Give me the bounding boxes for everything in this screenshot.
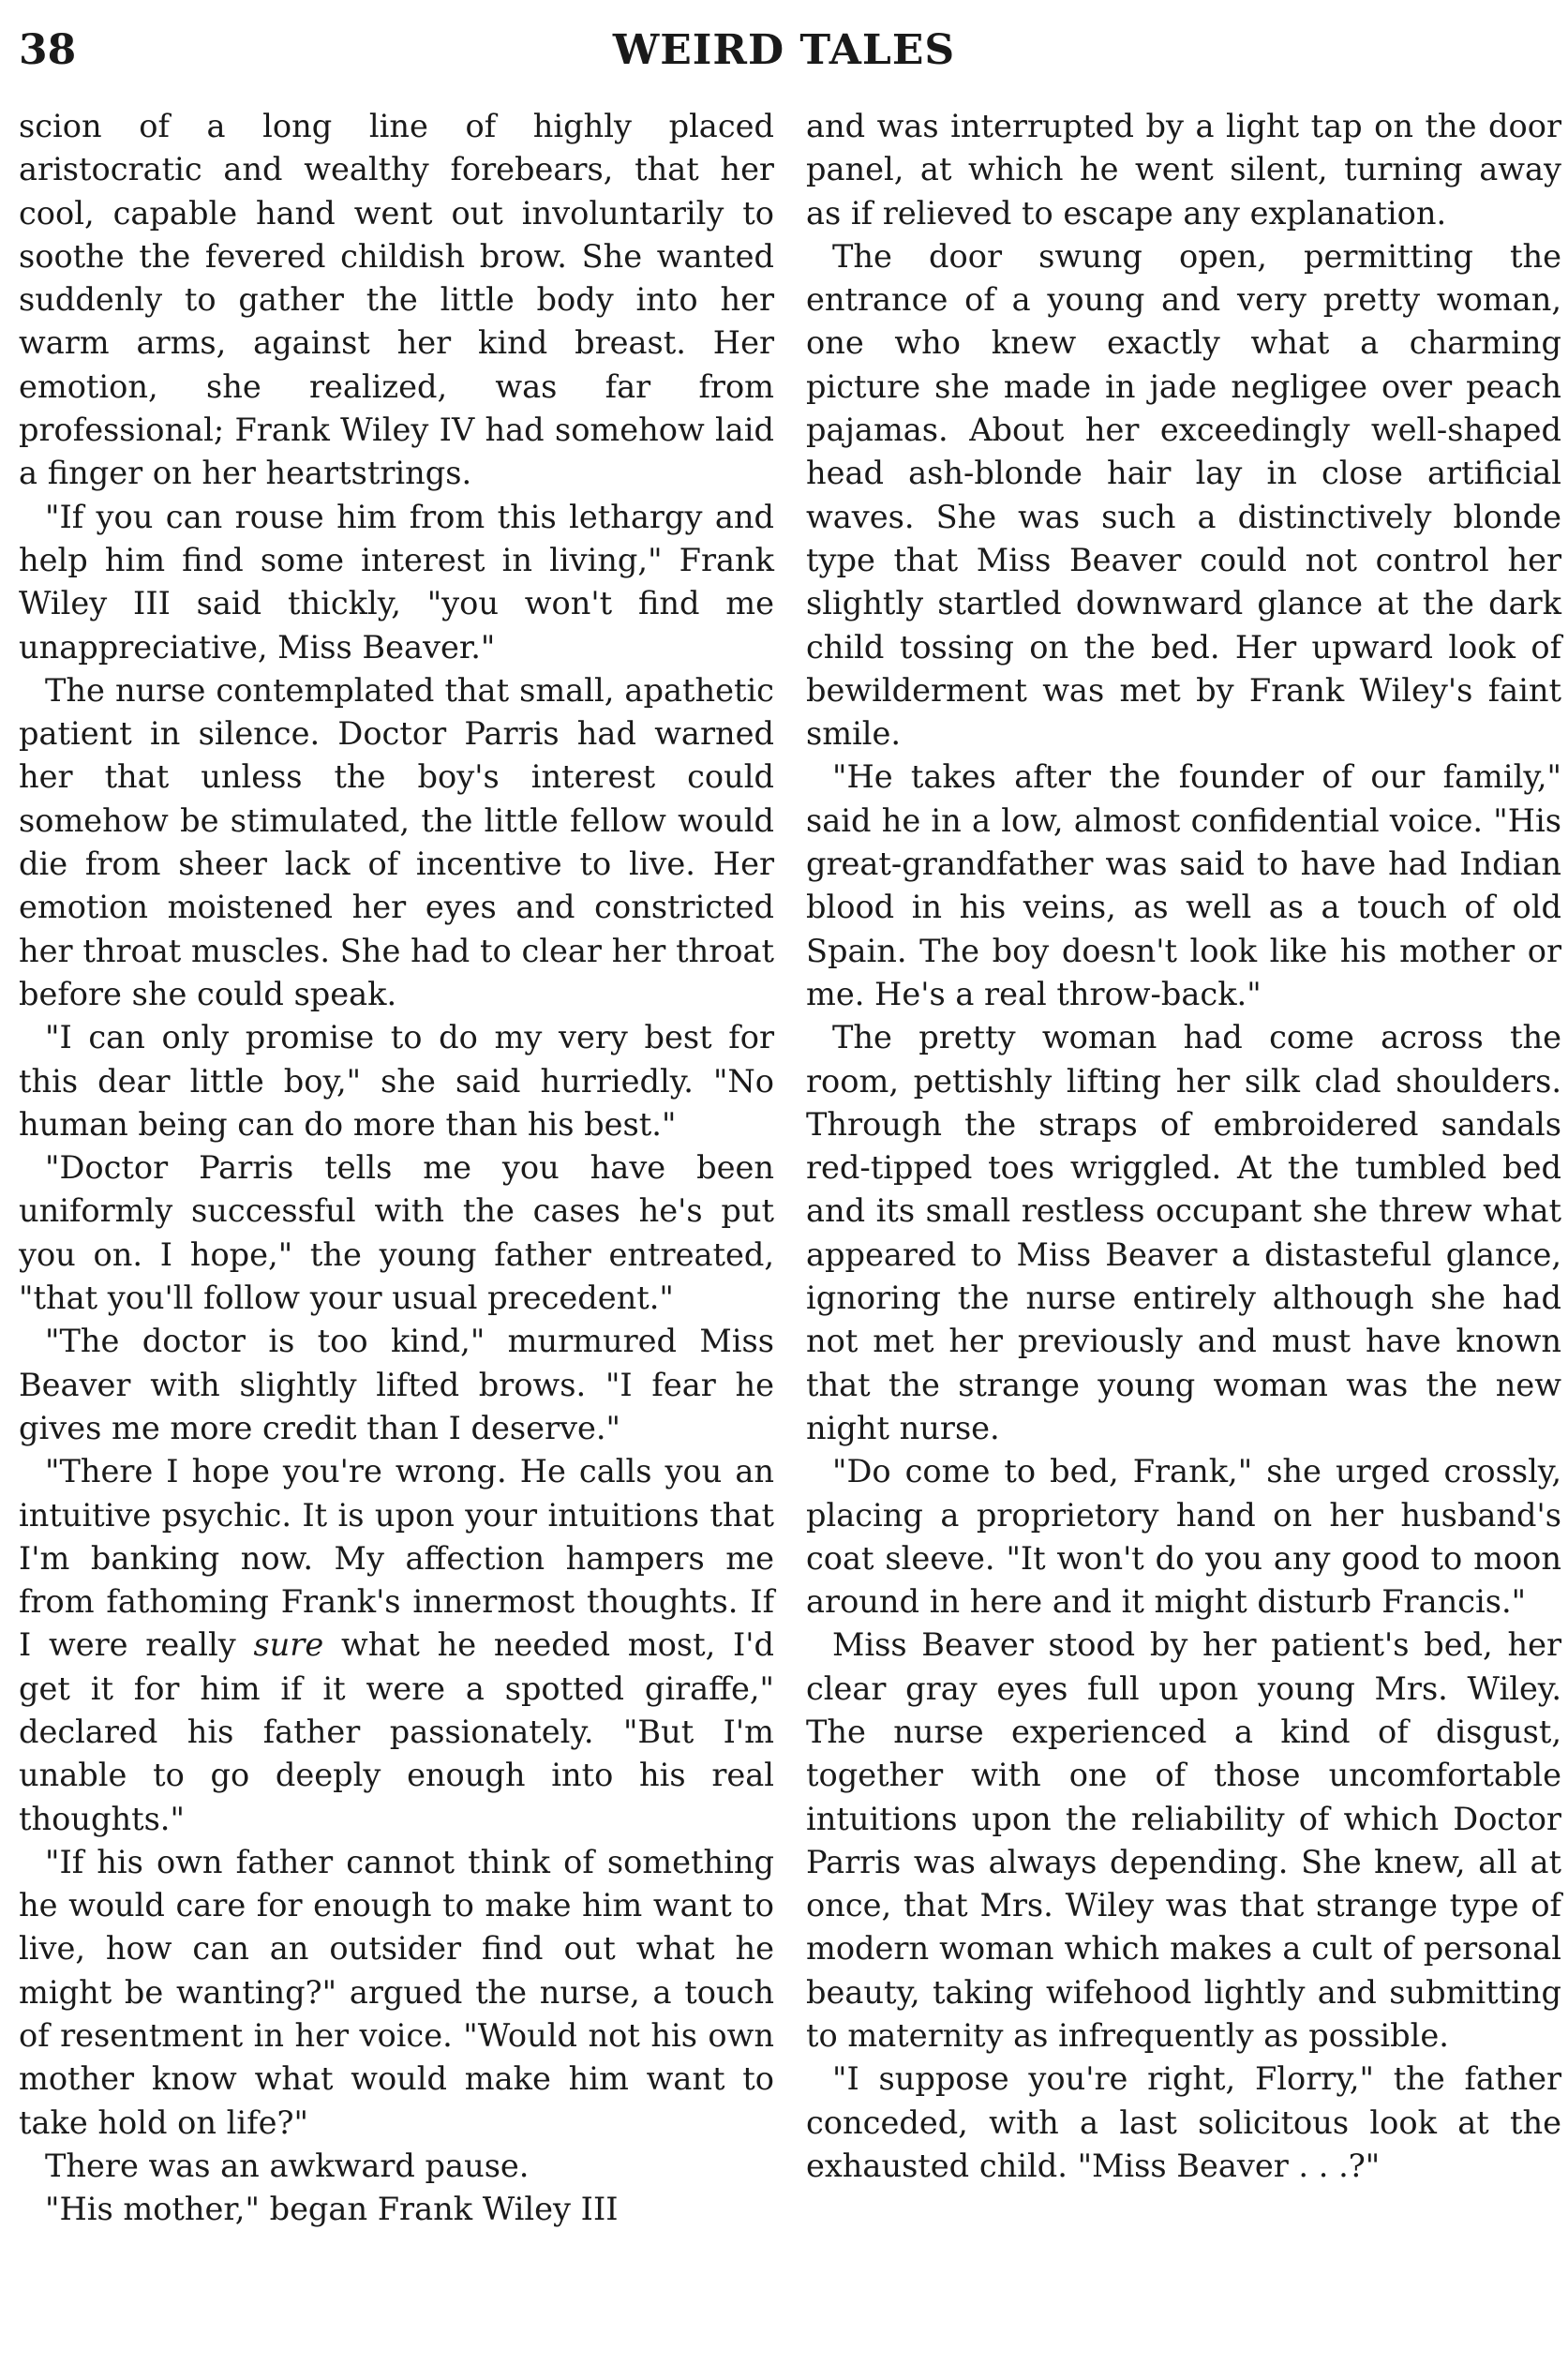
emphasis-text: sure bbox=[253, 1626, 324, 1664]
page-number: 38 bbox=[19, 26, 77, 74]
paragraph: There was an awkward pause. bbox=[45, 2147, 530, 2184]
paragraph: "He takes after the founder of our family," said he in a low, almost confidential voice. "His great-grandfather was said to have had Indian blood in his veins, as well as a touch of old Spain. The boy doesn't look like his mother or me. He's a real throw-back." bbox=[806, 758, 1561, 1012]
paragraph: "If his own father cannot think of something he would care for enough to make him want to live, how can an outsider find out what he might be wanting?" argued the nurse, a touch of resentment in her voice. "Would not his own mother know what would make him want to take hold on life?" bbox=[19, 1843, 774, 2141]
paragraph: "If you can rouse him from this lethargy and help him find some interest in living," Frank Wiley III said thickly, "you won't find me unappreciative, Miss Beaver." bbox=[19, 498, 774, 666]
paragraph: The nurse contemplated that small, apathetic patient in silence. Doctor Parris had warned her that unless the boy's interest could somehow be stimulated, the little fellow would die from sheer lack of incentive to live. Her emotion moistened her eyes and constricted her throat muscles. She had to clear her throat before she could speak. bbox=[19, 671, 774, 1012]
paragraph bbox=[19, 1450, 774, 1841]
paragraph: and was interrupted by a light tap on the door panel, at which he went silent, turning away as if relieved to escape any explanation. bbox=[806, 108, 1561, 232]
paragraph: "The doctor is too kind," murmured Miss Beaver with slightly lifted brows. "I fear he gives me more credit than I deserve." bbox=[19, 1323, 774, 1446]
left-column bbox=[19, 105, 774, 2232]
right-column bbox=[806, 105, 1561, 2188]
paragraph-text: what he needed most, I'd get it for him if it were a spotted giraffe," declared his father passionately. "But I'm unable to go deeply enough into his real thoughts." bbox=[19, 1626, 774, 1837]
paragraph: "His mother," began Frank Wiley III bbox=[45, 2191, 619, 2228]
paragraph: "Doctor Parris tells me you have been uniformly successful with the cases he's put you on. I hope," the young father entreated, "that you'll follow your usual precedent." bbox=[19, 1149, 774, 1317]
paragraph-text: "There I hope you're wrong. He calls you an intuitive psychic. It is upon your intuitions that I'm banking now. My affection hampers me from fathoming Frank's innermost thoughts. If I were really bbox=[19, 1453, 774, 1664]
paragraph: The pretty woman had come across the room, pettishly lifting her silk clad shoulders. Through the straps of embroidered sandals red-tipped toes wriggled. At the tumbled bed and its small restless occupant she threw what appeared to Miss Beaver a distasteful glance, ignoring the nurse entirely although she had not met her previously and must have known that the strange young woman was the new night nurse. bbox=[806, 1019, 1561, 1446]
paragraph: "I can only promise to do my very best for this dear little boy," she said hurriedly. "No human being can do more than his best." bbox=[19, 1019, 774, 1143]
paragraph: The door swung open, permitting the entrance of a young and very pretty woman, one who knew exactly what a charming picture she made in jade negligee over peach pajamas. About her exceedingly well-shaped head ash-blonde hair lay in close artificial waves. She was such a distinctively blonde type that Miss Beaver could not control her slightly startled downward glance at the dark child tossing on the bed. Her upward look of bewilderment was met by Frank Wiley's faint smile. bbox=[806, 237, 1561, 753]
paragraph: "I suppose you're right, Florry," the father conceded, with a last solicitous look at the exhausted child. "Miss Beaver . . .?" bbox=[806, 2060, 1561, 2184]
paragraph: scion of a long line of highly placed aristocratic and wealthy forebears, that her cool, capable hand went out involuntarily to soothe the fevered childish brow. She wanted suddenly to gather the little body into her warm arms, against her kind breast. Her emotion, she realized, was far from professional; Frank Wiley IV had somehow laid a finger on her heartstrings. bbox=[19, 108, 774, 492]
page-header bbox=[19, 17, 1549, 84]
running-head: WEIRD TALES bbox=[612, 26, 956, 74]
paragraph: Miss Beaver stood by her patient's bed, her clear gray eyes full upon young Mrs. Wiley. The nurse experienced a kind of disgust, together with one of those uncomfortable intuitions upon the reliability of which Doctor Parris was always depending. She knew, all at once, that Mrs. Wiley was that strange type of modern woman which makes a cult of personal beauty, taking wifehood lightly and submitting to maternity as infrequently as possible. bbox=[806, 1626, 1561, 2055]
paragraph: "Do come to bed, Frank," she urged crossly, placing a proprietory hand on her husband's coat sleeve. "It won't do you any good to moon around in here and it might disturb Francis." bbox=[806, 1453, 1561, 1621]
